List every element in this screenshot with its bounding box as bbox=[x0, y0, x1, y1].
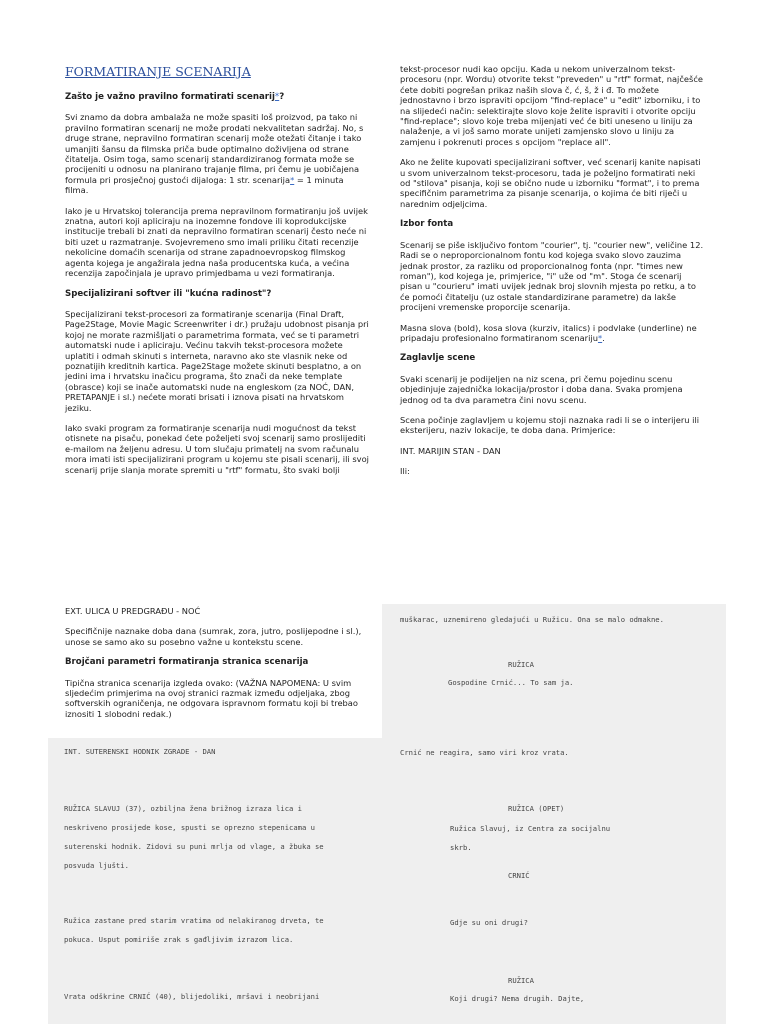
paragraph bbox=[65, 112, 369, 195]
script-dialogue: skrb. bbox=[450, 843, 472, 852]
heading-text: Zašto je važno pravilno formatirati scenarij bbox=[65, 92, 275, 102]
script-sample-top bbox=[382, 604, 726, 738]
paragraph: Scena počinje zaglavljem u kojemu stoji naznaka radi li se o interijeru ili eksterijeru, naziv lokacije, te doba dana. Primjerice: bbox=[400, 414, 700, 436]
section-heading-font: Izbor fonta bbox=[400, 219, 454, 230]
left-column bbox=[65, 64, 369, 485]
script-action: Ružica zastane pred starim vratima od nelakiranog drveta, te bbox=[64, 916, 324, 925]
script-character: RUŽICA bbox=[508, 660, 534, 669]
paragraph: Specijalizirani tekst-procesori za formatiranje scenarija (Final Draft, Page2Stage, Movie Magic Screenwriter i dr.) pružaju udobnost pisanja pri kojoj ne morate razmišljati o parametrima formata, već se ti parametri automatski nude i apliciraju. Većinu takvih tekst-procesora možete uplatiti i odmah skinuti s interneta, naravno ako ste vlasnik neke od poznatijih kreditnih kartica. Page2Stage možete skinuti besplatno, a on jedini ima i hrvatsku inačicu programa, što znači da neke template (obrasce) koji se inače automatski nude na engleskom (za NOĆ, DAN, PRETAPANJE i sl.) nećete morati brisati i iznova pisati na hrvatskom jeziku. bbox=[65, 308, 369, 413]
script-action: Crnić ne reagira, samo viri kroz vrata. bbox=[400, 748, 569, 757]
script-action: neskriveno prosijede kose, spusti se oprezno stepenicama u bbox=[64, 823, 315, 832]
script-action: RUŽICA SLAVUJ (37), ozbiljna žena brižnog izraza lica i bbox=[64, 804, 302, 813]
script-action: posvuda ljušti. bbox=[64, 861, 129, 870]
script-action: Vrata odškrine CRNIĆ (40), blijedoliki, mršavi i neobrijani bbox=[64, 992, 320, 1001]
script-dialogue: Koji drugi? Nema drugih. Dajte, bbox=[450, 994, 585, 1003]
section-heading-scene-header: Zaglavlje scene bbox=[400, 353, 476, 364]
script-character: CRNIĆ bbox=[508, 871, 530, 880]
script-action: muškarac, uznemireno gledajući u Ružicu. Ona se malo odmakne. bbox=[400, 615, 664, 624]
script-dialogue: Ružica Slavuj, iz Centra za socijalnu bbox=[450, 824, 611, 833]
paragraph-text: Svi znamo da dobra ambalaža ne može spasiti loš proizvod, pa tako ni pravilno formatiran scenarij ne može prodati nekvalitetan sadržaj. No, s druge strane, nepravilno formatiran scenarij može otežati čitanje i tako umanjiti šansu da filmska priča bude optimalno doživljena od strane čitatelja. Osim toga, samo scenarij standardiziranog formata može se procijeniti u odnosu na planirano trajanje filma, pri čemu je uobičajena formula pri prosječnoj gustoći dijaloga: 1 str. scenarija bbox=[65, 112, 364, 185]
lower-left-column bbox=[65, 606, 369, 729]
script-sample-bottom bbox=[48, 738, 726, 1024]
paragraph-text: = 1 minuta filma. bbox=[65, 174, 344, 196]
script-character: RUŽICA (OPET) bbox=[508, 804, 565, 813]
paragraph bbox=[400, 323, 704, 344]
example-line: EXT. ULICA U PREDGRAĐU - NOĆ bbox=[65, 606, 201, 616]
heading-end: ? bbox=[279, 92, 285, 102]
paragraph: Iako svaki program za formatiranje scenarija nudi mogućnost da tekst otisnete na pisaču, ponekad ćete poželjeti svoj scenarij samo proslijediti e-mailom na željenu adresu. U tom slučaju primatelj na svom računalu mora imati isti specijalizirani program u kojemu ste pisali scenarij, ili svoj scenarij prije slanja morate spremiti u "rtf" formatu, što svaki bolji bbox=[65, 422, 369, 475]
paragraph: tekst-procesor nudi kao opciju. Kada u nekom univerzalnom tekst-procesoru (npr. Wordu) otvorite tekst "preveden" u "rtf" format, najčešće ćete dobiti pogrešan prikaz naših slova č, ć, š, ž i đ. To možete jednostavno i brzo ispraviti opcijom "find-replace" u "edit" izborniku, i to na slijedeći način: selektirajte slovo koje želite ispraviti i otvorite opciju "find-replace"; slovo koje treba mijenjati već će biti uneseno u liniju za nalaženje, a vi još samo morate unijeti zamjensko slovo u liniju za zamjenu i pokrenuti proces s opcijom "replace all". bbox=[400, 64, 704, 147]
script-scene-heading: INT. SUTERENSKI HODNIK ZGRADE - DAN bbox=[64, 747, 216, 756]
paragraph: Svaki scenarij je podijeljen na niz scena, pri čemu pojedinu scenu objedinjuje zajednička lokacija/prostor i doba dana. Svaka promjena jednog od ta dva parametra čini novu scenu. bbox=[400, 373, 683, 405]
paragraph: Tipična stranica scenarija izgleda ovako: (VAŽNA NAPOMENA: U svim sljedećim primjerima na ovoj stranici razmak između odjeljaka, zbog softverskih ograničenja, ne odgovara ispravnom formatu koji bi trebao iznositi 1 slobodni redak.) bbox=[65, 677, 358, 719]
script-dialogue: Gospodine Crnić... To sam ja. bbox=[448, 678, 574, 687]
paragraph: Ili: bbox=[400, 466, 410, 477]
section-heading-why bbox=[65, 92, 369, 102]
paragraph: Iako je u Hrvatskoj tolerancija prema nepravilnom formatiranju još uvijek znatna, autori koji apliciraju na inozemne fondove ili koprodukcijske institucije trebali bi znati da nepravilno formatiran scenarij često neće ni biti uzet u razmatranje. Svojevremeno smo imali priliku čitati recenzije nekolicine domaćih scenarija od strane zapadnoevropskog filmskog agenta kojega je angažirala jedna naša producentska kuća, a većina recenzija započinjala je upravo primjedbama u vezi formatiranja. bbox=[65, 205, 368, 279]
script-dialogue: Gdje su oni drugi? bbox=[450, 918, 528, 927]
paragraph-text: . bbox=[602, 332, 605, 343]
right-column bbox=[400, 64, 704, 487]
example-line: INT. MARIJIN STAN - DAN bbox=[400, 445, 501, 456]
section-heading-software: Specijalizirani softver ili "kućna radinost"? bbox=[65, 288, 272, 299]
script-character: RUŽICA bbox=[508, 976, 534, 985]
script-action: pokuca. Usput pomiriše zrak s gađljivim izrazom lica. bbox=[64, 935, 294, 944]
script-action: suterenski hodnik. Zidovi su puni mrlja od vlage, a žbuka se bbox=[64, 842, 324, 851]
section-heading-page-params: Brojčani parametri formatiranja stranica scenarija bbox=[65, 657, 309, 668]
paragraph: Specifičnije naznake doba dana (sumrak, zora, jutro, poslijepodne i sl.), unose se samo ako su posebno važne u kontekstu scene. bbox=[65, 626, 362, 647]
footnote-link[interactable]: * bbox=[274, 92, 280, 102]
paragraph: Scenarij se piše isključivo fontom "courier", tj. "courier new", veličine 12. Radi se o neproporcionalnom fontu kod kojega svako slovo zauzima jednak prostor, za razliku od proporcionalnog fonta (npr. "times new roman"), kod kojega je, primjerice, "i" uže od "m". Stoga će scenarij pisan u "courieru" imati uvijek jednak broj slovnih mjesta po retku, a to će pomoći čitatelju (uz ostale standardizirane parametre) da lakše procijeni vremenske proporcije scenarija. bbox=[400, 239, 704, 313]
page-title[interactable]: FORMATIRANJE SCENARIJA bbox=[65, 64, 251, 79]
footnote-link[interactable]: * bbox=[597, 332, 603, 343]
footnote-link[interactable]: * bbox=[290, 174, 295, 185]
paragraph-text: Masna slova (bold), kosa slova (kurziv, italics) i podvlake (underline) ne pripadaju profesionalno formatiranom scenariju bbox=[400, 322, 697, 343]
paragraph: Ako ne želite kupovati specijalizirani softver, već scenarij kanite napisati u svom univerzalnom tekst-procesoru, tada je poželjno formatirati neki od "stilova" pisanja, koji se obično nude u izborniku "format", i to prema specifičnim parametrima za pisanje scenarija, o kojima će biti riječi u narednim odjeljcima. bbox=[400, 157, 701, 209]
